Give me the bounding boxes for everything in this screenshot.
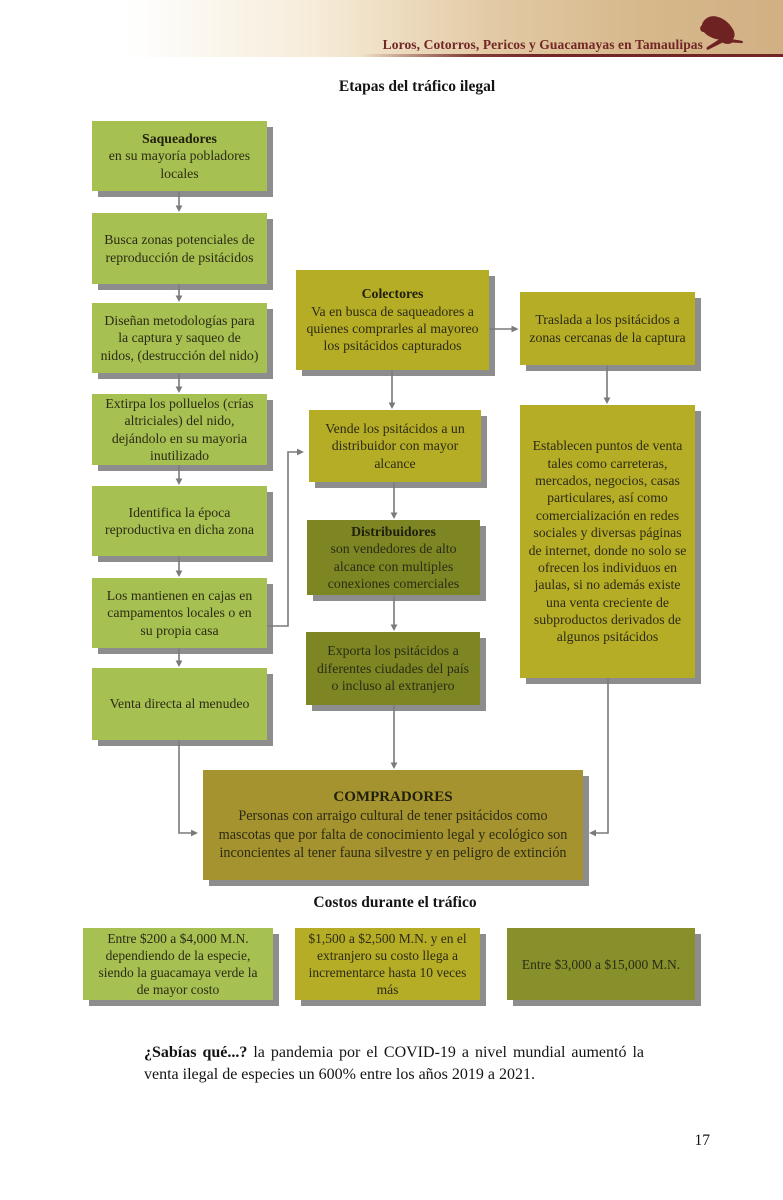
box-text: son vendedores de alto alcance con multiples conexiones comerciales [327,541,460,591]
did-you-know-text: la pandemia por el COVID-19 a nivel mundial aumentó la venta ilegal de especies un 600% entre los años 2019 a 2021. [144,1044,644,1083]
cost-box-distribuidores [507,928,695,1000]
parrot-icon [697,11,759,53]
box-text: Los mantienen en cajas en campamentos locales o en su propia casa [106,587,253,638]
flow-box-saqueadores [92,121,267,191]
header-accent-line [0,54,783,57]
box-text: $1,500 a $2,500 M.N. y en el extranjero su costo llega a incrementarce hasta 10 veces más [308,931,467,997]
box-text: Traslada a los psitácidos a zonas cercanas de la captura [529,312,686,345]
costs-title: Costos durante el tráfico [313,894,477,911]
box-text: Identifica la época reproductiva en dicha zona [104,504,254,537]
cost-box-colectores [295,928,480,1000]
box-title: COMPRADORES [333,788,453,805]
box-text: Extirpa los polluelos (crías altriciales) del nido, dejándolo en su mayoria inutilizado [105,395,254,463]
box-title: Colectores [361,286,424,302]
flow-box-traslada [520,292,695,365]
flow-box-extirpa-polluelos [92,394,267,465]
flow-box-identifica-epoca [92,486,267,556]
box-text: Vende los psitácidos a un distribuidor con mayor alcance [325,420,465,471]
flow-box-colectores [296,270,489,370]
flow-box-exporta [306,632,480,705]
box-text: Entre $3,000 a $15,000 M.N. [521,956,681,972]
flow-box-busca-zonas [92,213,267,284]
flow-box-mantienen-cajas [92,578,267,648]
box-text: Busca zonas potenciales de reproducción de psitácidos [104,232,255,265]
box-text: Va en busca de saqueadores a quienes comprarles al mayoreo los psitácidos capturados [306,303,479,354]
box-text: Venta directa al menudeo [109,696,250,712]
flow-box-vende-psitacidos [309,410,481,482]
header-journal-title: Loros, Cotorros, Pericos y Guacamayas en Tamaulipas [382,37,703,52]
page-title: Etapas del tráfico ilegal [338,78,496,95]
flow-box-venta-directa [92,668,267,740]
cost-box-saqueadores [83,928,273,1000]
did-you-know [144,1042,644,1085]
flow-box-distribuidores [307,520,480,595]
box-title: Distribuidores [351,523,436,539]
box-text: Exporta los psitácidos a diferentes ciudades del país o incluso al extranjero [316,643,470,694]
box-text: Diseñan metodologías para la captura y saqueo de nidos, (destrucción del nido) [100,312,259,363]
did-you-know-lead: ¿Sabías qué...? [144,1044,248,1061]
page-number: 17 [694,1132,710,1149]
box-text: Entre $200 a $4,000 M.N. dependiendo de la especie, siendo la guacamaya verde la de mayor costo [98,931,258,997]
header-band [0,0,783,57]
box-text: en su mayoría pobladores locales [108,148,251,181]
flow-box-compradores [203,770,583,880]
box-title: Saqueadores [142,130,217,146]
box-text: Personas con arraigo cultural de tener psitácidos como mascotas que por falta de conocimiento legal y ecológico son inconcientes al tener fauna silvestre y en peligro de extinción [218,808,568,861]
flow-box-disenan-metodologias [92,303,267,373]
box-text: Establecen puntos de venta tales como carreteras, mercados, negocios, casas particulares, así como comercialización en redes sociales y diversas páginas de internet, donde no solo se ofrecen los individuos en jaulas, si no además existe una venta creciente de subproductos derivados de algunos psitácidos [528,438,687,645]
flow-box-establecen-puntos [520,405,695,678]
